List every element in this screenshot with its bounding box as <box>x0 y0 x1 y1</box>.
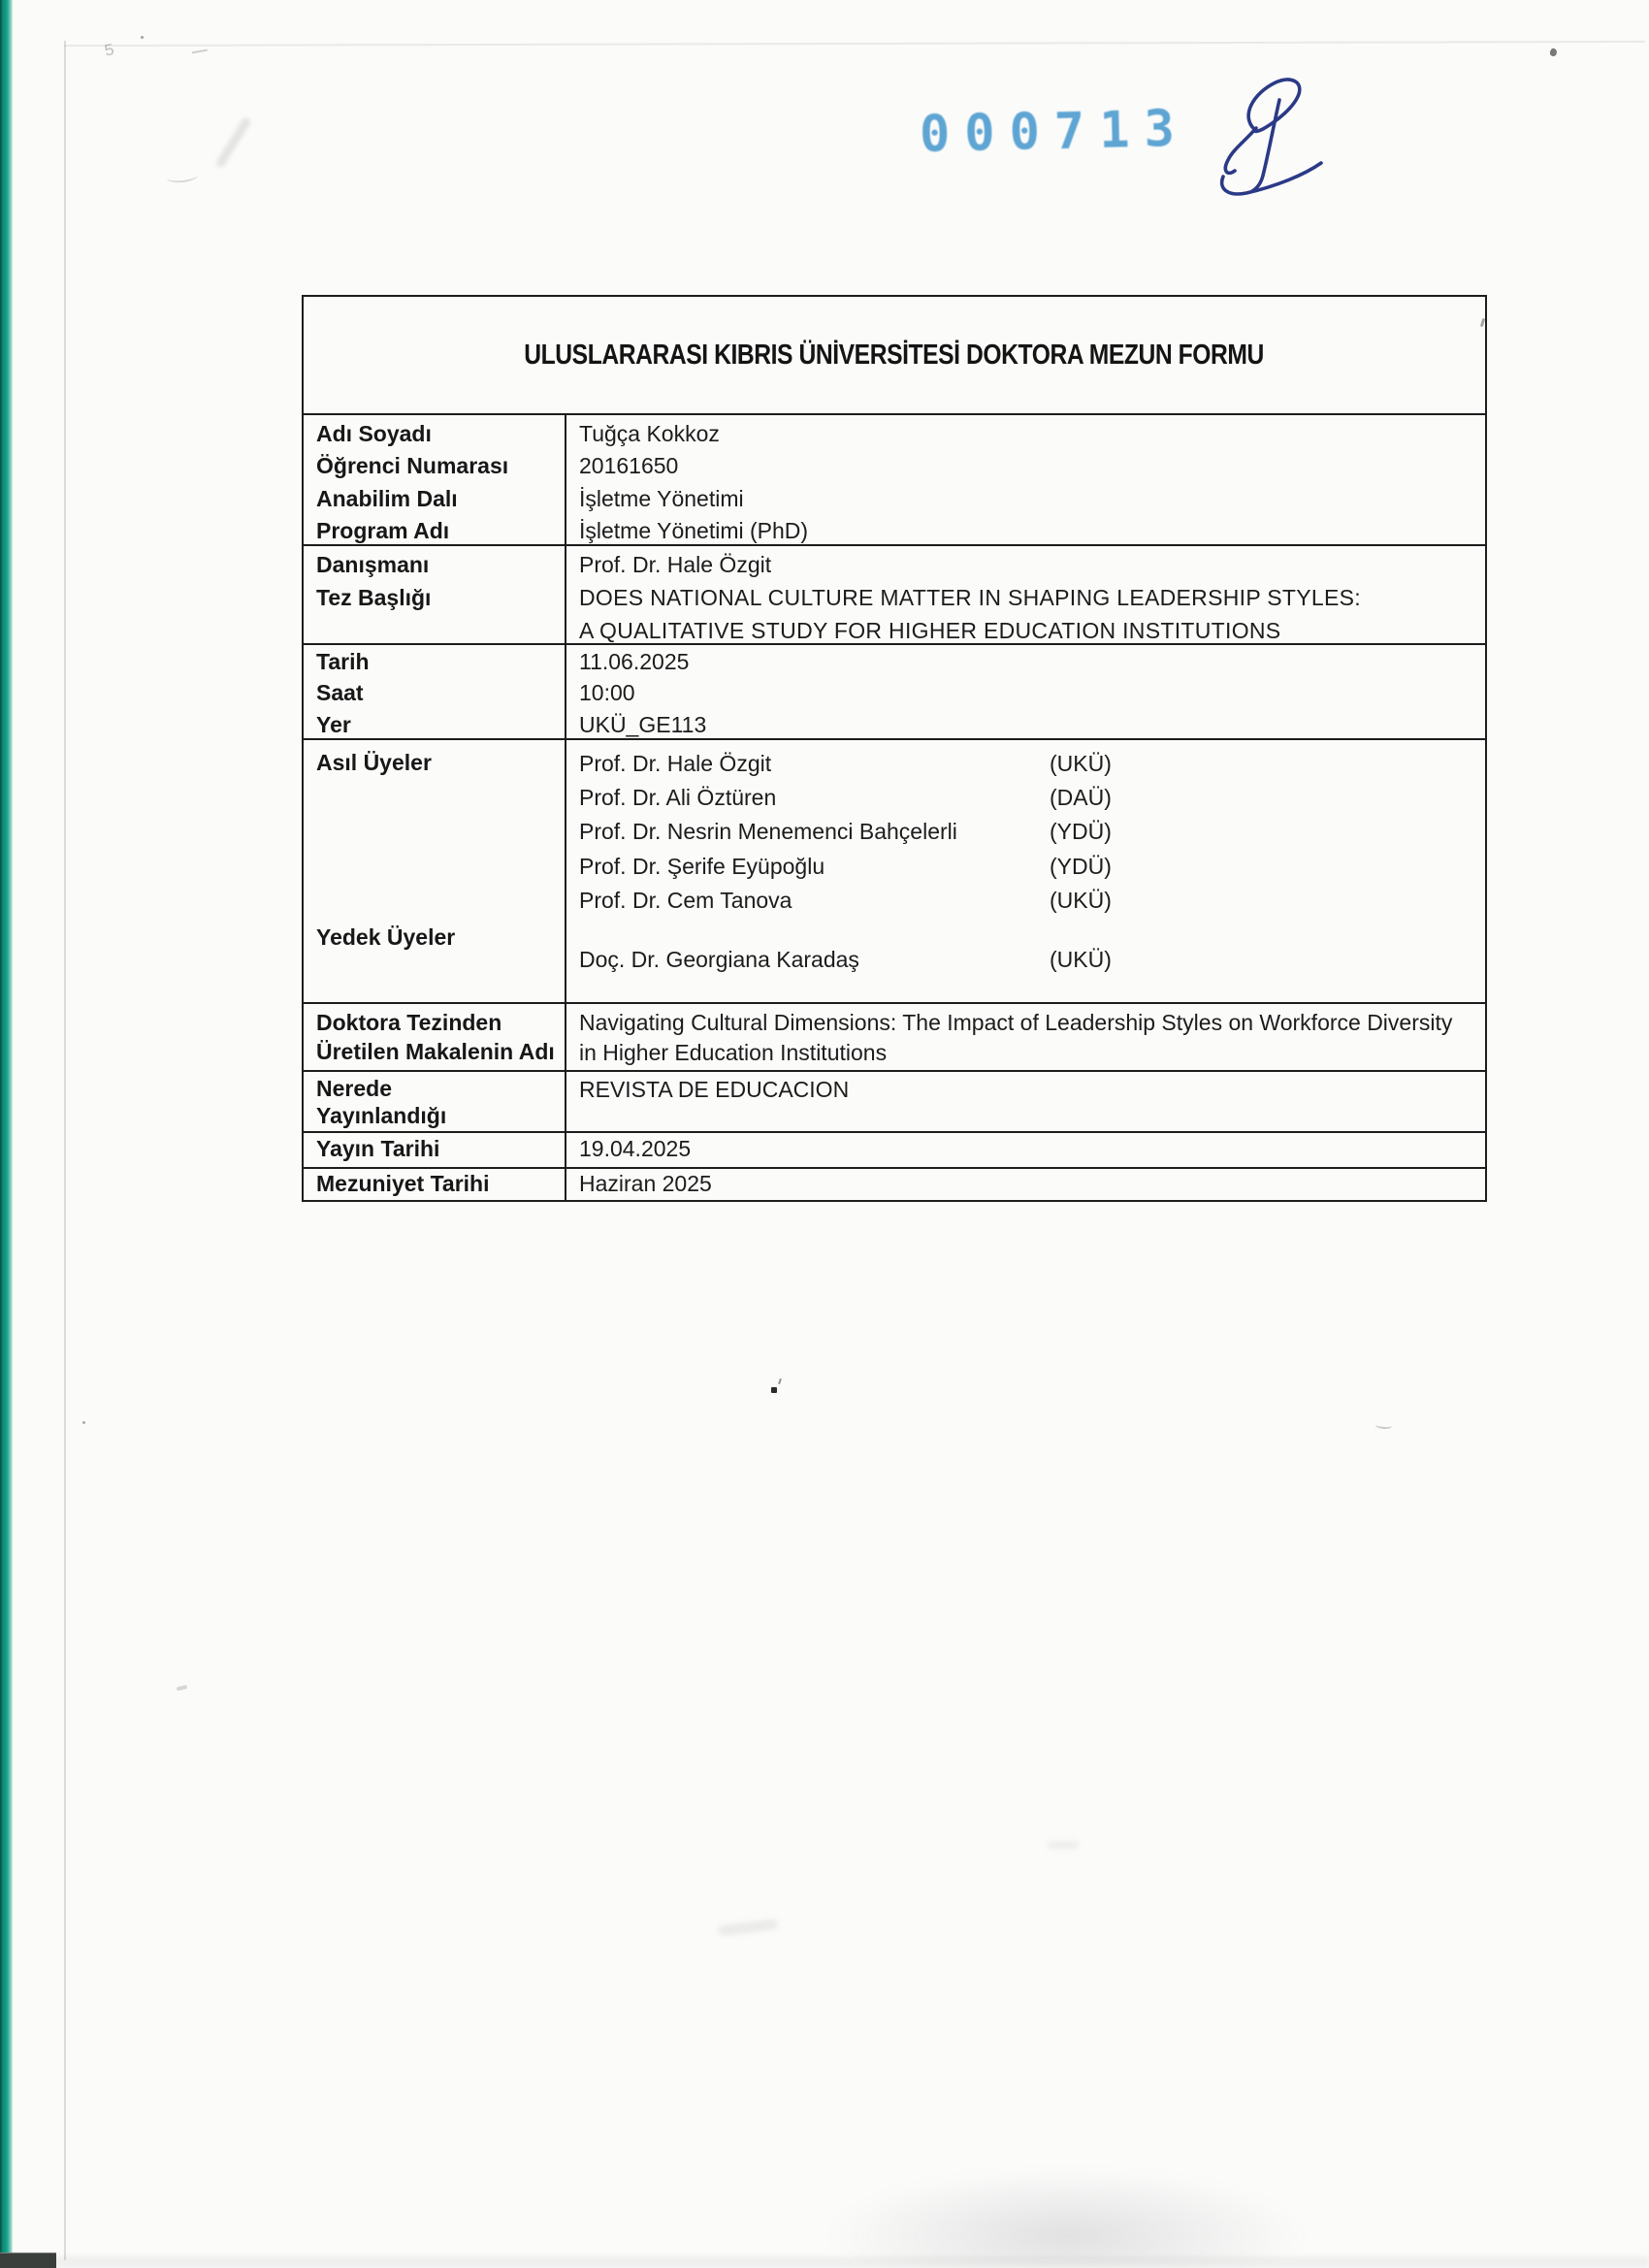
student-info-labels <box>304 415 566 544</box>
scanner-bed-strip <box>0 0 13 2268</box>
member-affiliation: (YDÜ) <box>1050 853 1112 879</box>
publication-date-label <box>304 1133 566 1167</box>
label-time: Saat <box>316 680 364 706</box>
label-substitute-members: Yedek Üyeler <box>316 924 456 950</box>
label-department: Anabilim Dalı <box>316 485 458 511</box>
schedule-labels <box>304 645 566 738</box>
scan-artifact-dot <box>141 36 144 39</box>
scan-artifact-curve <box>166 169 198 183</box>
label-graduation-date: Mezuniyet Tarihi <box>316 1171 490 1196</box>
published-in-labels <box>304 1072 566 1131</box>
value-place: UKÜ_GE113 <box>579 711 707 737</box>
committee-member-row <box>579 943 1475 977</box>
value-program-name: İşletme Yönetimi (PhD) <box>579 518 809 544</box>
value-graduation-date: Haziran 2025 <box>579 1171 712 1196</box>
signature-scribble-icon <box>1205 70 1329 204</box>
label-published-line2: Yayınlandığı <box>316 1103 447 1128</box>
article-labels <box>304 1004 566 1070</box>
label-publication-date: Yayın Tarihi <box>316 1136 440 1161</box>
table-row-publication-date <box>304 1131 1485 1167</box>
value-article-title: Navigating Cultural Dimensions: The Impact of Leadership Styles on Workforce Diversity in Higher Education Institutions <box>579 1010 1453 1065</box>
schedule-values <box>566 645 1485 738</box>
doctoral-graduate-form-table <box>302 295 1487 1202</box>
committee-member-row <box>579 781 1475 815</box>
scan-artifact-dot <box>771 1387 777 1393</box>
member-name: Prof. Dr. Ali Öztüren <box>579 785 777 811</box>
member-affiliation: (DAÜ) <box>1050 785 1112 811</box>
member-affiliation: (YDÜ) <box>1050 819 1112 845</box>
member-affiliation: (UKÜ) <box>1050 947 1112 973</box>
member-name: Prof. Dr. Hale Özgit <box>579 751 772 776</box>
graduation-date-value <box>566 1169 1485 1200</box>
value-full-name: Tuğça Kokkoz <box>579 421 720 446</box>
scan-artifact-speck <box>1549 48 1559 57</box>
member-name: Prof. Dr. Şerife Eyüpoğlu <box>579 853 825 879</box>
paper-edge-line-vertical <box>64 41 66 2260</box>
committee-values <box>566 740 1485 1002</box>
paper-edge-line-horizontal <box>64 41 1645 47</box>
label-article-line1: Doktora Tezinden <box>316 1010 502 1035</box>
label-date: Tarih <box>316 649 370 674</box>
value-thesis-title: DOES NATIONAL CULTURE MATTER IN SHAPING LEADERSHIP STYLES: A QUALITATIVE STUDY FOR HIGHER EDUCATION INSTITUTIONS <box>579 585 1361 643</box>
label-thesis-title: Tez Başlığı <box>316 585 432 610</box>
value-department: İşletme Yönetimi <box>579 485 744 511</box>
article-value <box>566 1004 1485 1070</box>
form-title-row <box>304 297 1485 413</box>
scan-artifact-mark <box>177 1685 188 1692</box>
table-row-schedule <box>304 643 1485 738</box>
member-affiliation: (UKÜ) <box>1050 751 1112 776</box>
member-name: Prof. Dr. Nesrin Menemenci Bahçelerli <box>579 819 957 845</box>
value-published-in: REVISTA DE EDUCACION <box>579 1077 850 1102</box>
member-name: Prof. Dr. Cem Tanova <box>579 887 792 913</box>
label-place: Yer <box>316 711 351 737</box>
value-time: 10:00 <box>579 680 635 706</box>
value-student-number: 20161650 <box>579 453 679 479</box>
member-name: Doç. Dr. Georgiana Karadaş <box>579 947 859 973</box>
student-info-values <box>566 415 1485 544</box>
table-row-published-in <box>304 1070 1485 1131</box>
scan-artifact-shading <box>824 2168 1310 2265</box>
table-row-article <box>304 1002 1485 1070</box>
label-principal-members: Asıl Üyeler <box>316 750 432 775</box>
scan-artifact-edge-shading <box>0 2256 1649 2268</box>
committee-member-row <box>579 884 1475 918</box>
committee-member-row <box>579 815 1475 849</box>
table-row-advisor-thesis <box>304 544 1485 643</box>
committee-member-row <box>579 850 1475 884</box>
table-row-committee <box>304 738 1485 1002</box>
graduation-date-label <box>304 1169 566 1200</box>
serial-number-stamp: 000713 <box>919 99 1190 165</box>
scan-artifact-mark <box>192 49 208 56</box>
label-article-line2: Üretilen Makalenin Adı <box>316 1039 555 1064</box>
scan-artifact-smudge <box>214 116 251 169</box>
value-publication-date: 19.04.2025 <box>579 1136 692 1161</box>
table-row-student-info <box>304 413 1485 544</box>
publication-date-value <box>566 1133 1485 1167</box>
value-advisor-name: Prof. Dr. Hale Özgit <box>579 552 772 577</box>
label-program-name: Program Adı <box>316 518 450 544</box>
advisor-thesis-values <box>566 546 1485 643</box>
published-in-value <box>566 1072 1485 1131</box>
scan-artifact-squiggle <box>1375 1421 1392 1429</box>
scan-artifact-pencil-mark: 5 <box>103 40 116 60</box>
member-affiliation: (UKÜ) <box>1050 887 1112 913</box>
scan-artifact-smudge <box>718 1919 779 1935</box>
scan-artifact-tick <box>778 1378 782 1384</box>
label-published-line1: Nerede <box>316 1076 392 1101</box>
value-date: 11.06.2025 <box>579 649 690 674</box>
label-student-number: Öğrenci Numarası <box>316 453 509 479</box>
committee-labels <box>304 740 566 1002</box>
committee-member-row <box>579 747 1475 781</box>
scan-artifact-smudge <box>1048 1841 1079 1849</box>
scan-artifact-dot <box>82 1421 85 1424</box>
form-title: ULUSLARARASI KIBRIS ÜNİVERSİTESİ DOKTORA MEZUN FORMU <box>524 340 1265 371</box>
table-row-graduation-date <box>304 1167 1485 1200</box>
label-advisor: Danışmanı <box>316 552 430 577</box>
advisor-thesis-labels <box>304 546 566 643</box>
label-full-name: Adı Soyadı <box>316 421 432 446</box>
